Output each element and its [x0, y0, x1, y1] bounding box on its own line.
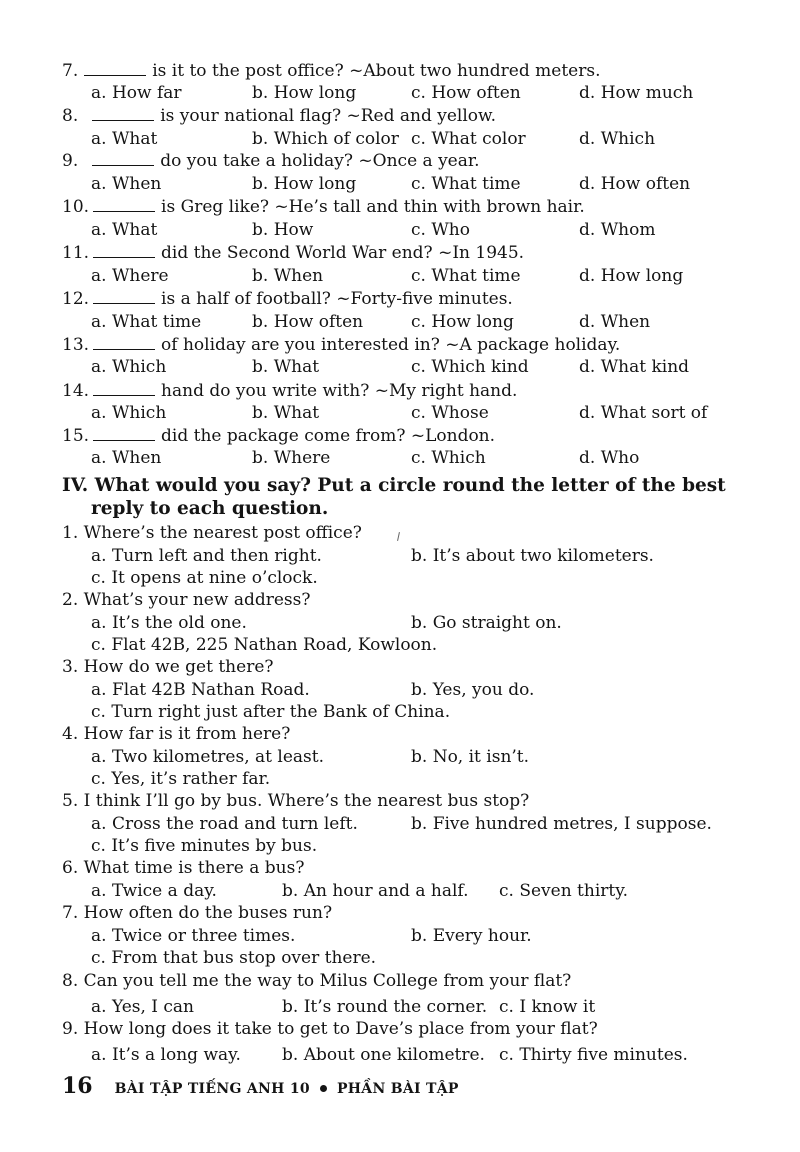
question-text: is Greg like? ~He’s tall and thin with brown hair. — [161, 197, 585, 217]
reply-option-b[interactable]: b. Five hundred metres, I suppose. — [411, 814, 712, 834]
option-b[interactable]: b. When — [252, 266, 324, 286]
question-9 — [62, 150, 480, 172]
option-b[interactable]: b. How often — [252, 312, 364, 332]
question-text: is it to the post office? ~About two hundred meters. — [152, 61, 601, 81]
option-a[interactable]: a. What — [91, 220, 158, 240]
question-15 — [62, 425, 495, 447]
reply-option-c[interactable]: c. Thirty five minutes. — [499, 1045, 688, 1065]
option-b[interactable]: b. How long — [252, 83, 357, 103]
option-a[interactable]: a. Which — [91, 357, 167, 377]
question-10 — [62, 196, 585, 218]
answer-blank[interactable] — [93, 425, 155, 441]
question-text: do you take a holiday? ~Once a year. — [160, 151, 480, 171]
option-d[interactable]: d. Whom — [579, 220, 656, 240]
reply-question-7: 7. How often do the buses run? — [62, 903, 333, 923]
option-a[interactable]: a. What — [91, 129, 158, 149]
question-text: is a half of football? ~Forty-five minutes. — [161, 289, 513, 309]
option-d[interactable]: d. When — [579, 312, 651, 332]
reply-option-a[interactable]: a. It’s a long way. — [91, 1045, 241, 1065]
question-text: did the package come from? ~London. — [161, 426, 496, 446]
option-d[interactable]: d. Which — [579, 129, 656, 149]
reply-question-3: 3. How do we get there? — [62, 657, 274, 677]
reply-option-c[interactable]: c. It opens at nine o’clock. — [91, 568, 318, 588]
reply-option-c[interactable]: c. It’s five minutes by bus. — [91, 836, 318, 856]
option-d[interactable]: d. What sort of — [579, 403, 708, 423]
page-footer — [62, 1072, 459, 1103]
reply-question-2: 2. What’s your new address? — [62, 590, 311, 610]
option-b[interactable]: b. Where — [252, 448, 331, 468]
reply-question-6: 6. What time is there a bus? — [62, 858, 305, 878]
option-c[interactable]: c. Whose — [411, 403, 489, 423]
section-title: PHẦN BÀI TẬP — [336, 1081, 459, 1097]
question-number: 15. — [62, 426, 90, 446]
reply-option-c[interactable]: c. Seven thirty. — [499, 881, 628, 901]
option-d[interactable]: d. Who — [579, 448, 640, 468]
page-number: 16 — [62, 1073, 93, 1099]
section-heading: IV. What would you say? Put a circle round the letter of the best — [62, 475, 726, 496]
option-c[interactable]: c. What time — [411, 174, 521, 194]
option-b[interactable]: b. Which of color — [252, 129, 399, 149]
question-text: of holiday are you interested in? ~A package holiday. — [161, 335, 621, 355]
reply-option-b[interactable]: b. Every hour. — [411, 926, 532, 946]
reply-option-c[interactable]: c. I know it — [499, 997, 596, 1017]
option-c[interactable]: c. Which kind — [411, 357, 529, 377]
answer-blank[interactable] — [92, 105, 154, 121]
bullet-icon — [320, 1085, 327, 1092]
option-c[interactable]: c. Who — [411, 220, 470, 240]
reply-option-b[interactable]: b. About one kilometre. — [282, 1045, 485, 1065]
option-b[interactable]: b. What — [252, 357, 320, 377]
question-number: 11. — [62, 243, 90, 263]
option-d[interactable]: d. How long — [579, 266, 684, 286]
answer-blank[interactable] — [93, 380, 155, 396]
option-c[interactable]: c. What color — [411, 129, 526, 149]
question-number: 13. — [62, 335, 90, 355]
question-12 — [62, 288, 513, 310]
question-text: did the Second World War end? ~In 1945. — [161, 243, 525, 263]
option-c[interactable]: c. What time — [411, 266, 521, 286]
reply-question-8: 8. Can you tell me the way to Milus College from your flat? — [62, 971, 572, 991]
reply-question-9: 9. How long does it take to get to Dave’s place from your flat? — [62, 1019, 598, 1039]
question-text: is your national flag? ~Red and yellow. — [160, 106, 496, 126]
option-a[interactable]: a. Where — [91, 266, 169, 286]
question-7 — [62, 60, 601, 82]
book-title: BÀI TẬP TIẾNG ANH 10 — [114, 1081, 310, 1097]
reply-question-1: 1. Where’s the nearest post office? — [62, 523, 362, 543]
option-d[interactable]: d. What kind — [579, 357, 690, 377]
option-a[interactable]: a. When — [91, 448, 162, 468]
option-a[interactable]: a. Which — [91, 403, 167, 423]
reply-option-b[interactable]: b. No, it isn’t. — [411, 747, 530, 767]
question-number: 9. — [62, 151, 79, 171]
question-number: 12. — [62, 289, 90, 309]
reply-option-a[interactable]: a. It’s the old one. — [91, 613, 247, 633]
reply-option-b[interactable]: b. Yes, you do. — [411, 680, 535, 700]
option-c[interactable]: c. How long — [411, 312, 514, 332]
option-a[interactable]: a. How far — [91, 83, 182, 103]
option-a[interactable]: a. What time — [91, 312, 202, 332]
reply-option-c[interactable]: c. From that bus stop over there. — [91, 948, 377, 968]
question-text: hand do you write with? ~My right hand. — [161, 381, 518, 401]
reply-question-5: 5. I think I’ll go by bus. Where’s the nearest bus stop? — [62, 791, 530, 811]
reply-option-a[interactable]: a. Turn left and then right. — [91, 546, 322, 566]
reply-option-c[interactable]: c. Yes, it’s rather far. — [91, 769, 271, 789]
question-11 — [62, 242, 524, 264]
reply-option-b[interactable]: b. It’s about two kilometers. — [411, 546, 654, 566]
question-number: 8. — [62, 106, 79, 126]
option-d[interactable]: d. How often — [579, 174, 691, 194]
question-number: 14. — [62, 381, 90, 401]
question-13 — [62, 334, 620, 356]
option-c[interactable]: c. Which — [411, 448, 486, 468]
reply-option-c[interactable]: c. Turn right just after the Bank of China. — [91, 702, 451, 722]
reply-option-a[interactable]: a. Yes, I can — [91, 997, 195, 1017]
option-b[interactable]: b. What — [252, 403, 320, 423]
answer-blank[interactable] — [93, 334, 155, 350]
option-d[interactable]: d. How much — [579, 83, 694, 103]
answer-blank[interactable] — [84, 60, 146, 76]
reply-option-a[interactable]: a. Twice a day. — [91, 881, 217, 901]
question-8 — [62, 105, 496, 127]
answer-blank[interactable] — [93, 242, 155, 258]
option-c[interactable]: c. How often — [411, 83, 521, 103]
section-heading-cont: reply to each question. — [91, 498, 329, 519]
reply-option-b[interactable]: b. Go straight on. — [411, 613, 562, 633]
answer-blank[interactable] — [93, 196, 155, 212]
option-b[interactable]: b. How long — [252, 174, 357, 194]
reply-option-a[interactable]: a. Flat 42B Nathan Road. — [91, 680, 310, 700]
reply-option-b[interactable]: b. An hour and a half. — [282, 881, 469, 901]
question-14 — [62, 380, 517, 402]
answer-blank[interactable] — [92, 150, 154, 166]
reply-option-a[interactable]: a. Twice or three times. — [91, 926, 296, 946]
reply-option-a[interactable]: a. Two kilometres, at least. — [91, 747, 324, 767]
reply-question-4: 4. How far is it from here? — [62, 724, 291, 744]
option-b[interactable]: b. How — [252, 220, 314, 240]
option-a[interactable]: a. When — [91, 174, 162, 194]
reply-option-a[interactable]: a. Cross the road and turn left. — [91, 814, 358, 834]
question-number: 7. — [62, 61, 79, 81]
stray-mark — [397, 532, 400, 541]
answer-blank[interactable] — [93, 288, 155, 304]
reply-option-c[interactable]: c. Flat 42B, 225 Nathan Road, Kowloon. — [91, 635, 438, 655]
question-number: 10. — [62, 197, 90, 217]
reply-option-b[interactable]: b. It’s round the corner. — [282, 997, 488, 1017]
